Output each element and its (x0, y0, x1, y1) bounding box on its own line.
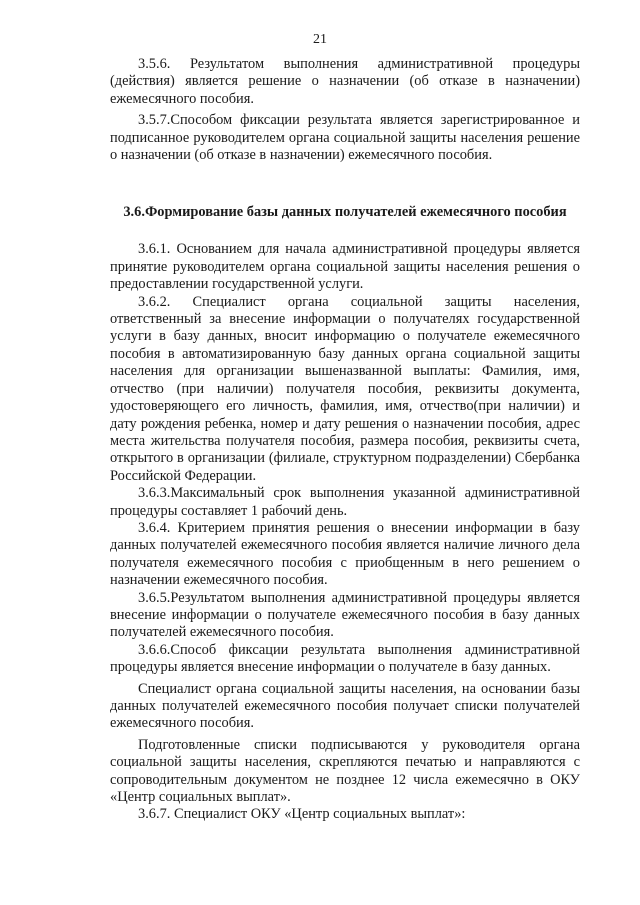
paragraph-3-5-6: 3.5.6. Результатом выполнения административной процедуры (действия) является решение о назначении (об отказе в назначении) ежемесячного пособия. (110, 56, 580, 107)
section-heading-3-6: 3.6.Формирование базы данных получателей ежемесячного пособия (123, 204, 567, 221)
paragraph-3-6-1: 3.6.1. Основанием для начала административной процедуры является принятие руководителем органа социальной защиты населения решения о предоставлении государственной услуги. (110, 241, 580, 293)
paragraph-3-6-4: 3.6.4. Критерием принятия решения о внесении информации в базу данных получателей ежемесячного пособия является наличие личного дела получателя ежемесячного пособия с приобщенным в него решением о назначении ежемесячного пособия. (110, 519, 580, 589)
paragraph-3-6-7: 3.6.7. Специалист ОКУ «Центр социальных выплат»: (138, 806, 466, 823)
paragraph-signed-lists: Подготовленные списки подписываются у руководителя органа социальной защиты населения, скрепляются печатью и направляются с сопроводительным документом не позднее 12 числа ежемесячно в ОКУ «Центр социальных выплат». (110, 736, 580, 806)
paragraph-3-6-3: 3.6.3.Максимальный срок выполнения указанной административной процедуры составляет 1 рабочий день. (110, 485, 580, 519)
paragraph-3-6-2: 3.6.2. Специалист органа социальной защиты населения, ответственный за внесение информации о получателях государственной услуги в базу данных, вносит информацию о получателе ежемесячного пособия в автоматизированную базу данных органа социальной защиты населения для организации вышеназванной выплаты: Фамилия, имя, отчество (при наличии) получателя пособия, реквизиты документа, удостоверяющего его личность, фамилия, имя, отчество(при наличии) и дату рождения ребенка, номер и дату решения о назначении пособия, адрес места жительства получателя пособия, размера пособия, реквизиты счета, открытого в организации (филиале, структурном подразделении) Сбербанка Российской Федерации. (110, 293, 580, 484)
page-number: 21 (313, 32, 327, 47)
paragraph-specialist-lists: Специалист органа социальной защиты населения, на основании базы данных получателей ежемесячного пособия получает списки получателей ежемесячного пособия. (110, 680, 580, 732)
paragraph-3-6-6: 3.6.6.Способ фиксации результата выполнения административной процедуры является внесение информации о получателе в базу данных. (110, 641, 580, 676)
paragraph-3-6-5: 3.6.5.Результатом выполнения административной процедуры является внесение информации о получателе ежемесячного пособия в базу данных получателей ежемесячного пособия. (110, 589, 580, 641)
paragraph-3-5-7: 3.5.7.Способом фиксации результата является зарегистрированное и подписанное руководителем органа социальной защиты населения решение о назначении (об отказе в назначении) ежемесячного пособия. (110, 112, 580, 164)
document-body (110, 56, 580, 824)
